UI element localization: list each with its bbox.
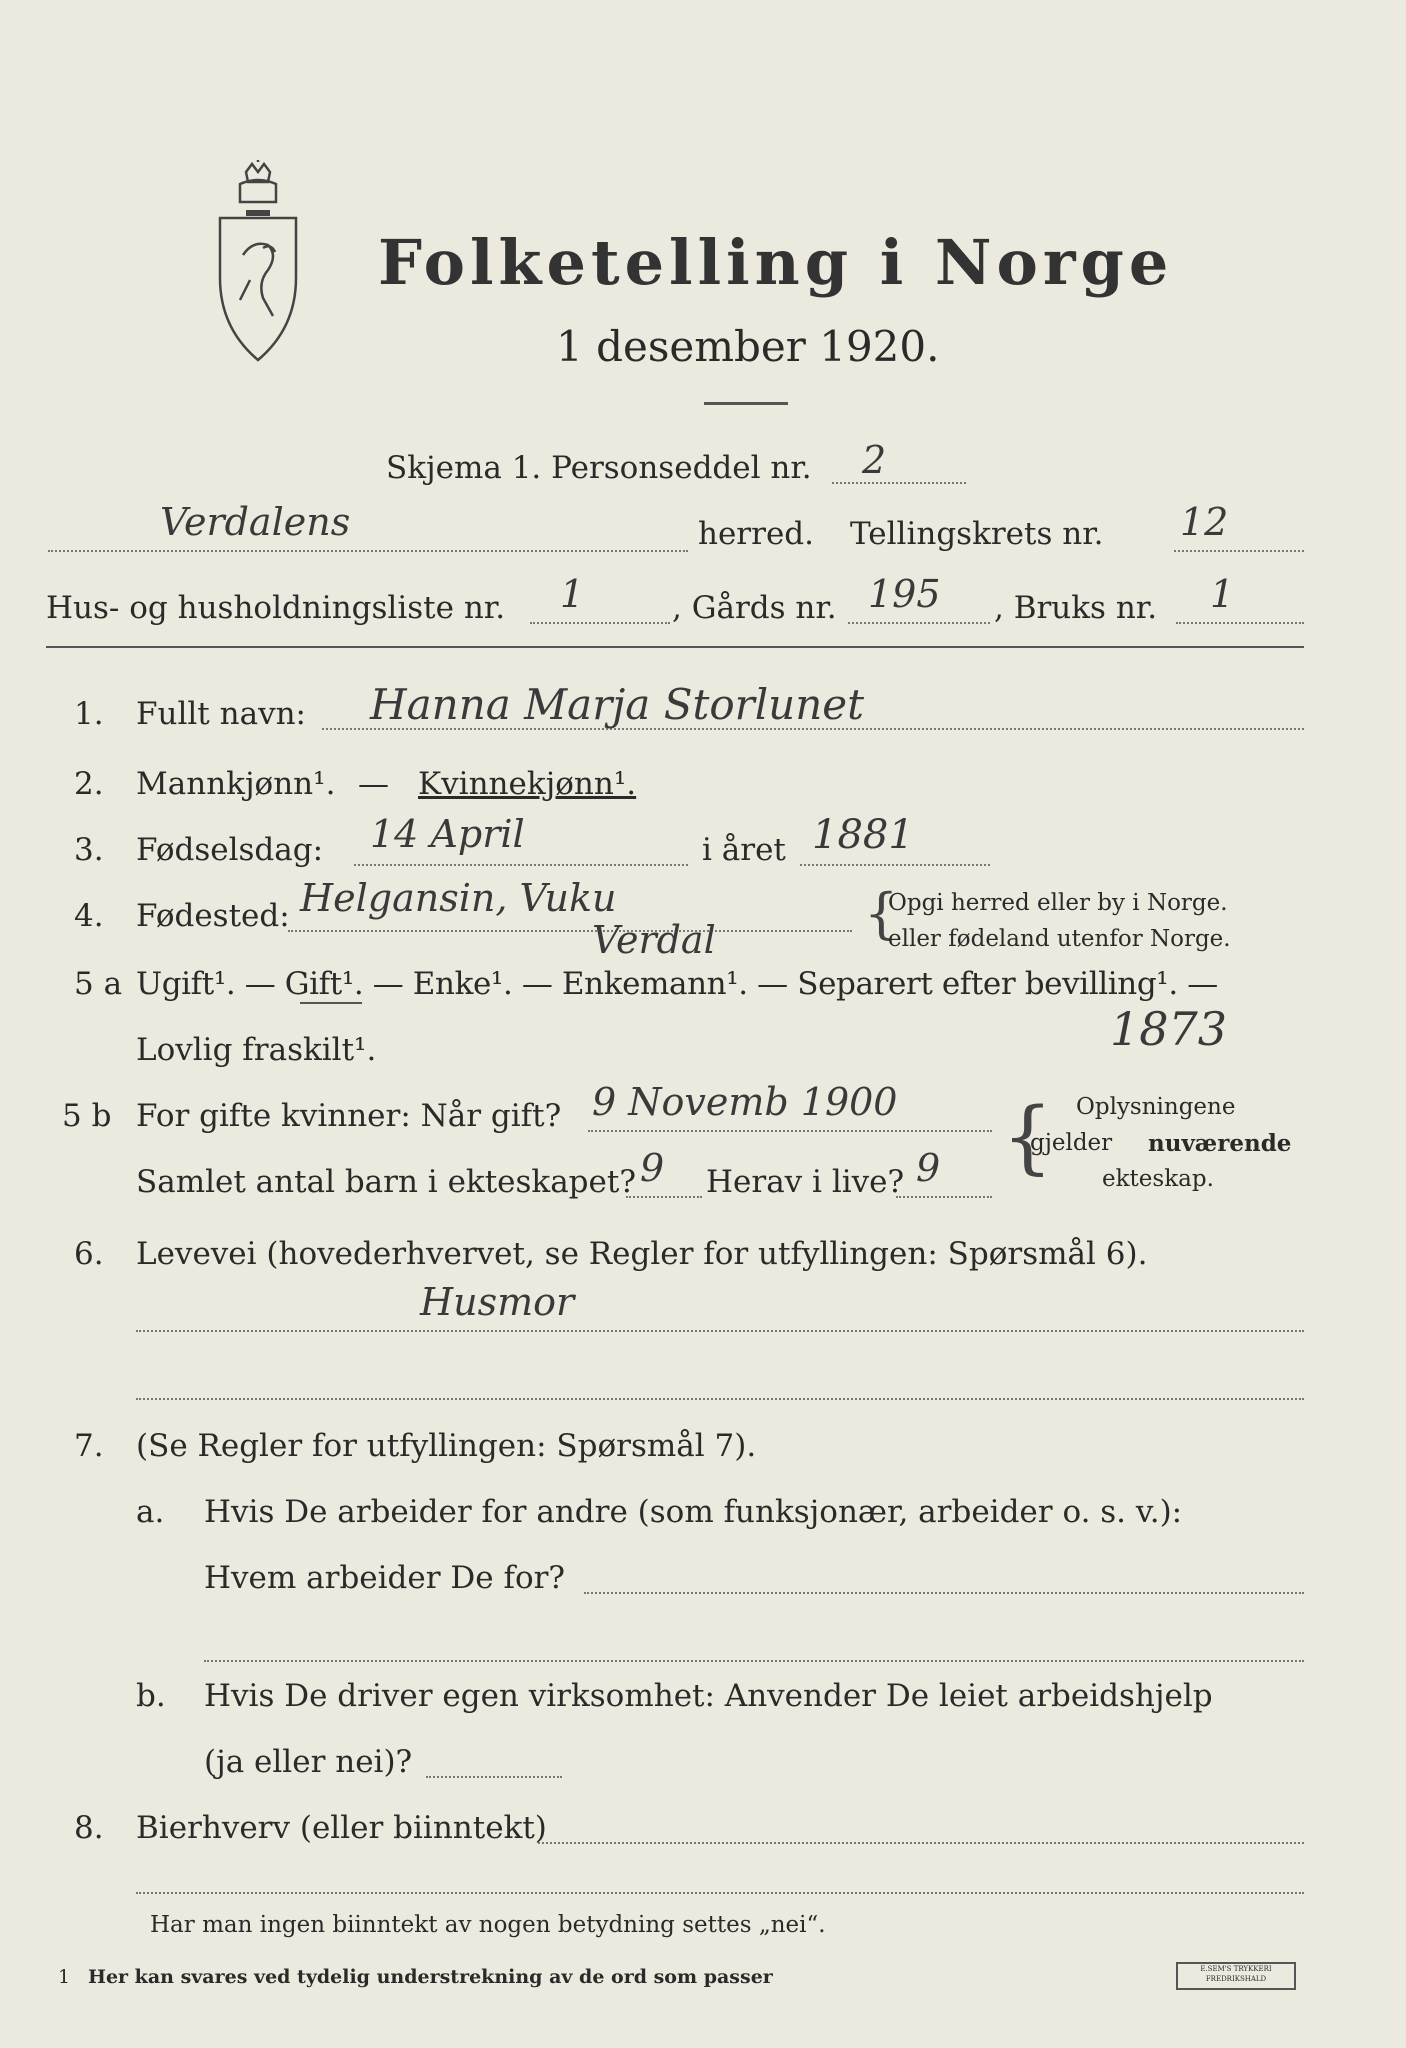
occupation-field-2[interactable] bbox=[136, 1398, 1304, 1400]
marriage-note-3: ekteskap. bbox=[1102, 1166, 1214, 1192]
q7b-number: b. bbox=[136, 1678, 166, 1714]
brace-icon: { bbox=[864, 882, 899, 945]
alive-label: Herav i live? bbox=[706, 1164, 905, 1200]
bruks-label: , Bruks nr. bbox=[994, 590, 1158, 626]
married-when-label: For gifte kvinner: Når gift? bbox=[136, 1098, 562, 1134]
schema-nr-field[interactable] bbox=[832, 482, 966, 484]
q1-label: Fullt navn: bbox=[136, 696, 306, 732]
tellingskrets-value: 12 bbox=[1180, 500, 1229, 544]
birthplace-note-1: Opgi herred eller by i Norge. bbox=[888, 890, 1228, 916]
employer-field[interactable] bbox=[584, 1592, 1304, 1594]
birthday-value: 14 April bbox=[370, 812, 525, 856]
husliste-field[interactable] bbox=[530, 622, 670, 624]
footer-note: Har man ingen biinntekt av nogen betydning settes „nei“. bbox=[150, 1912, 826, 1938]
employer-field-2[interactable] bbox=[204, 1660, 1304, 1662]
full-name-value: Hanna Marja Storlunet bbox=[370, 680, 864, 729]
q7b-text: Hvis De driver egen virksomhet: Anvender De leiet arbeidshjelp bbox=[204, 1678, 1213, 1714]
coat-of-arms-icon bbox=[208, 160, 308, 365]
occupation-field[interactable] bbox=[136, 1330, 1304, 1332]
marriage-note-1: Oplysningene bbox=[1076, 1094, 1236, 1120]
q1-number: 1. bbox=[74, 696, 104, 732]
gender-dash: — bbox=[358, 766, 389, 802]
brace-icon-2: { bbox=[1002, 1090, 1053, 1183]
married-when-value: 9 Novemb 1900 bbox=[592, 1080, 898, 1124]
herred-label: herred. bbox=[698, 516, 814, 552]
gender-female-option[interactable]: Kvinnekjønn¹. bbox=[418, 766, 637, 802]
bruks-value: 1 bbox=[1210, 572, 1235, 616]
q7a-number: a. bbox=[136, 1494, 165, 1530]
birthplace-note-2: eller fødeland utenfor Norge. bbox=[888, 926, 1231, 952]
gards-value: 195 bbox=[868, 572, 941, 616]
side-income-field-2[interactable] bbox=[136, 1892, 1304, 1894]
tellingskrets-field[interactable] bbox=[1174, 550, 1304, 552]
occupation-label: Levevei (hovederhvervet, se Regler for utfyllingen: Spørsmål 6). bbox=[136, 1236, 1148, 1272]
q2-number: 2. bbox=[74, 766, 104, 802]
year-label: i året bbox=[702, 832, 786, 868]
q5b-number: 5 b bbox=[62, 1098, 112, 1134]
q7a-text: Hvis De arbeider for andre (som funksjonær, arbeider o. s. v.): bbox=[204, 1494, 1183, 1530]
birthplace-field[interactable] bbox=[288, 930, 852, 932]
gards-field[interactable] bbox=[848, 622, 990, 624]
side-income-label: Bierhverv (eller biinntekt) bbox=[136, 1810, 547, 1846]
birthplace-value: Helgansin, Vuku bbox=[300, 876, 617, 920]
alive-field[interactable] bbox=[896, 1196, 992, 1198]
marriage-note-2a: gjelder bbox=[1030, 1130, 1113, 1156]
printer-mark: E.SEM'S TRYKKERI FREDRIKSHALD bbox=[1176, 1962, 1296, 1990]
q7b-question: (ja eller nei)? bbox=[204, 1744, 413, 1780]
herred-field[interactable] bbox=[48, 550, 688, 552]
q7-number: 7. bbox=[74, 1428, 104, 1464]
marital-status-options-2[interactable]: Lovlig fraskilt¹. bbox=[136, 1032, 377, 1068]
tellingskrets-label: Tellingskrets nr. bbox=[850, 516, 1104, 552]
children-value: 9 bbox=[640, 1146, 665, 1190]
birth-year-value: 1881 bbox=[812, 812, 914, 858]
married-when-field[interactable] bbox=[588, 1130, 992, 1132]
birthplace-value-2: Verdal bbox=[592, 918, 716, 962]
gift-underline bbox=[300, 1002, 362, 1004]
q4-number: 4. bbox=[74, 898, 104, 934]
husliste-label: Hus- og husholdningsliste nr. bbox=[46, 590, 506, 626]
q4-label: Fødested: bbox=[136, 898, 290, 934]
bruks-field[interactable] bbox=[1176, 622, 1304, 624]
q8-number: 8. bbox=[74, 1810, 104, 1846]
title-divider bbox=[704, 402, 788, 405]
herred-value: Verdalens bbox=[160, 500, 351, 544]
census-date: 1 desember 1920. bbox=[556, 322, 940, 371]
marriage-year-note: 1873 bbox=[1110, 1002, 1228, 1056]
q6-number: 6. bbox=[74, 1236, 104, 1272]
q7-label: (Se Regler for utfyllingen: Spørsmål 7). bbox=[136, 1428, 757, 1464]
birthday-field[interactable] bbox=[354, 864, 688, 866]
side-income-field[interactable] bbox=[538, 1842, 1304, 1844]
q5a-number: 5 a bbox=[74, 966, 123, 1002]
birth-year-field[interactable] bbox=[800, 864, 990, 866]
children-label: Samlet antal barn i ekteskapet? bbox=[136, 1164, 636, 1200]
q3-number: 3. bbox=[74, 832, 104, 868]
footnote-text: Her kan svares ved tydelig understrekning av de ord som passer bbox=[88, 1966, 773, 1988]
children-field[interactable] bbox=[626, 1196, 702, 1198]
husliste-value: 1 bbox=[560, 572, 585, 616]
header-rule bbox=[46, 646, 1304, 648]
marital-status-options[interactable]: Ugift¹. — Gift¹. — Enke¹. — Enkemann¹. — Separert efter bevilling¹. — bbox=[136, 966, 1218, 1002]
marriage-note-2b: nuværende bbox=[1148, 1130, 1292, 1157]
occupation-value: Husmor bbox=[420, 1280, 575, 1324]
hired-help-field[interactable] bbox=[426, 1776, 562, 1778]
form-title: Folketelling i Norge bbox=[378, 226, 1174, 299]
q7a-question: Hvem arbeider De for? bbox=[204, 1560, 566, 1596]
schema-nr-value: 2 bbox=[862, 438, 887, 482]
alive-value: 9 bbox=[916, 1146, 941, 1190]
q3-label: Fødselsdag: bbox=[136, 832, 324, 868]
schema-label: Skjema 1. Personseddel nr. bbox=[386, 450, 812, 486]
footnote-mark: 1 bbox=[58, 1966, 71, 1988]
gender-male-option[interactable]: Mannkjønn¹. bbox=[136, 766, 336, 802]
gards-label: , Gårds nr. bbox=[672, 590, 837, 626]
